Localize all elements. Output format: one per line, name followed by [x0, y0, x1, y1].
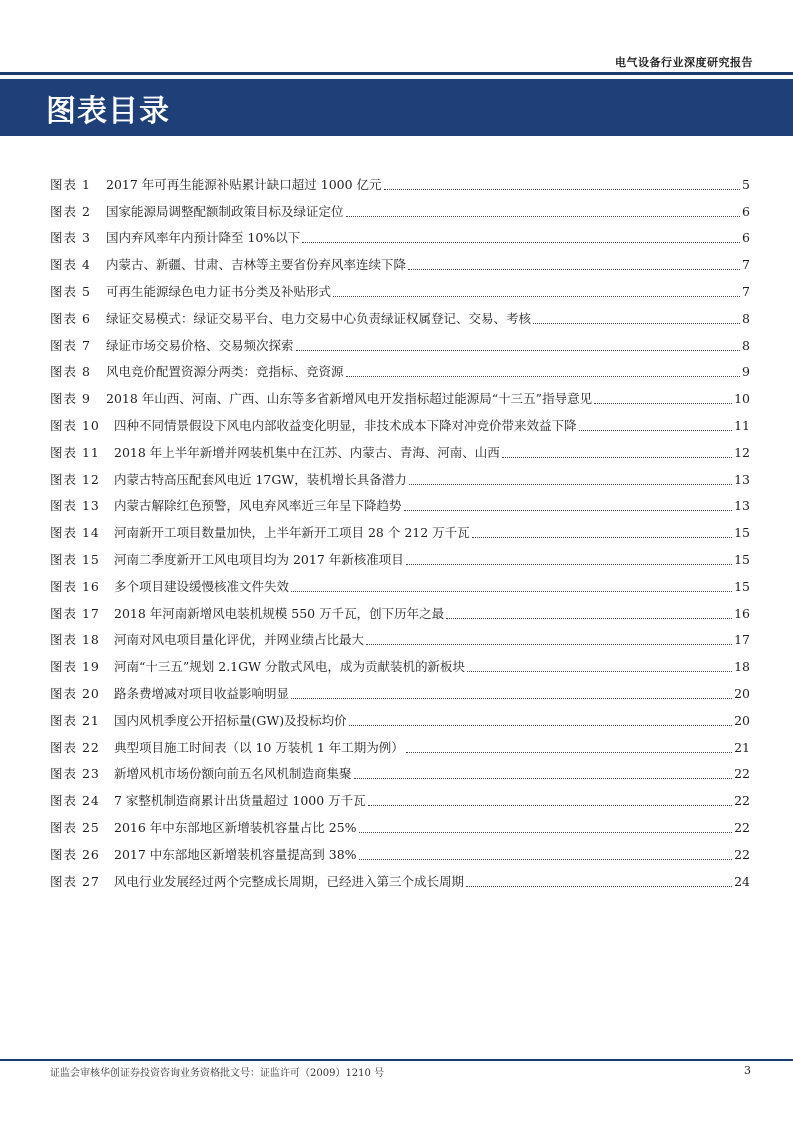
- toc-entry[interactable]: [50, 434, 750, 461]
- toc-entry-page: 12: [734, 444, 750, 460]
- toc-entry[interactable]: [50, 836, 750, 863]
- toc-entry[interactable]: [50, 863, 750, 890]
- toc-dot-leader: [406, 752, 732, 753]
- toc-entry-title: 国内风机季度公开招标量(GW)及投标均价: [114, 712, 347, 728]
- toc-dot-leader: [354, 778, 733, 779]
- toc-entry[interactable]: [50, 273, 750, 300]
- toc-dot-leader: [291, 698, 732, 699]
- toc-entry[interactable]: [50, 568, 750, 595]
- toc-entry-number: 图表 8: [50, 364, 91, 380]
- toc-entry-title: 可再生能源绿色电力证书分类及补贴形式: [106, 283, 332, 299]
- toc-entry-page: 13: [734, 498, 750, 514]
- header-rule: [0, 72, 793, 75]
- toc-entry-number: 图表 17: [50, 605, 100, 621]
- toc-entry-page: 24: [734, 873, 750, 889]
- toc-entry-number: 图表 18: [50, 632, 100, 648]
- toc-entry-page: 20: [734, 712, 750, 728]
- toc-entry-page: 10: [734, 391, 750, 407]
- toc-dot-leader: [502, 457, 732, 458]
- toc-entry[interactable]: [50, 407, 750, 434]
- toc-entry-number: 图表 4: [50, 257, 91, 273]
- toc-entry-title: 2016 年中东部地区新增装机容量占比 25%: [114, 819, 357, 835]
- toc-entry-page: 15: [734, 551, 750, 567]
- toc-entry-title: 7 家整机制造商累计出货量超过 1000 万千瓦: [114, 793, 366, 809]
- toc-entry-page: 6: [742, 203, 750, 219]
- toc-entry-title: 内蒙古解除红色预警，风电弃风率近三年呈下降趋势: [114, 498, 402, 514]
- toc-entry-title: 2017 年可再生能源补贴累计缺口超过 1000 亿元: [106, 176, 382, 192]
- toc-entry-page: 15: [734, 578, 750, 594]
- toc-entry-page: 6: [742, 230, 750, 246]
- toc-entry-page: 22: [734, 793, 750, 809]
- toc-entry[interactable]: [50, 514, 750, 541]
- toc-entry-title: 国内弃风率年内预计降至 10%以下: [106, 230, 301, 246]
- toc-entry-number: 图表 9: [50, 391, 91, 407]
- toc-dot-leader: [472, 537, 732, 538]
- toc-dot-leader: [302, 242, 740, 243]
- toc-dot-leader: [467, 671, 732, 672]
- toc-entry-number: 图表 2: [50, 203, 91, 219]
- toc-entry-number: 图表 12: [50, 471, 100, 487]
- toc-entry-page: 17: [734, 632, 750, 648]
- toc-entry[interactable]: [50, 193, 750, 220]
- toc-entry[interactable]: [50, 756, 750, 783]
- toc-entry-number: 图表 10: [50, 417, 100, 433]
- toc-entry-page: 7: [742, 257, 750, 273]
- toc-dot-leader: [368, 805, 732, 806]
- toc-entry-title: 多个项目建设缓慢核准文件失效: [114, 578, 290, 594]
- toc-dot-leader: [406, 564, 732, 565]
- toc-entry[interactable]: [50, 648, 750, 675]
- toc-dot-leader: [533, 323, 740, 324]
- toc-entry-title: 绿证交易模式：绿证交易平台、电力交易中心负责绿证权属登记、交易、考核: [106, 310, 532, 326]
- toc-dot-leader: [366, 644, 732, 645]
- toc-dot-leader: [349, 725, 733, 726]
- toc-entry-number: 图表 26: [50, 846, 100, 862]
- toc-entry-number: 图表 25: [50, 819, 100, 835]
- chart-index-list: [50, 166, 750, 890]
- toc-entry-number: 图表 3: [50, 230, 91, 246]
- toc-entry-page: 8: [742, 310, 750, 326]
- toc-dot-leader: [346, 376, 741, 377]
- toc-entry-title: 内蒙古、新疆、甘肃、吉林等主要省份弃风率连续下降: [106, 257, 407, 273]
- toc-entry[interactable]: [50, 220, 750, 247]
- toc-entry[interactable]: [50, 702, 750, 729]
- toc-dot-leader: [466, 886, 732, 887]
- toc-entry-page: 15: [734, 525, 750, 541]
- toc-entry-title: 风电竞价配置资源分两类：竞指标、竞资源: [106, 364, 344, 380]
- toc-entry-number: 图表 27: [50, 873, 100, 889]
- toc-entry-number: 图表 24: [50, 793, 100, 809]
- toc-dot-leader: [384, 189, 741, 190]
- toc-dot-leader: [409, 484, 732, 485]
- toc-dot-leader: [291, 591, 732, 592]
- toc-entry-page: 22: [734, 766, 750, 782]
- toc-entry[interactable]: [50, 729, 750, 756]
- toc-entry-title: 四种不同情景假设下风电内部收益变化明显，非技术成本下降对冲竞价带来效益下降: [114, 417, 577, 433]
- toc-entry-page: 18: [734, 659, 750, 675]
- toc-entry[interactable]: [50, 595, 750, 622]
- toc-entry-number: 图表 20: [50, 685, 100, 701]
- toc-entry-title: 风电行业发展经过两个完整成长周期，已经进入第三个成长周期: [114, 873, 465, 889]
- toc-entry-number: 图表 16: [50, 578, 100, 594]
- toc-entry[interactable]: [50, 675, 750, 702]
- toc-dot-leader: [296, 350, 741, 351]
- toc-entry-number: 图表 15: [50, 551, 100, 567]
- toc-entry[interactable]: [50, 488, 750, 515]
- toc-dot-leader: [359, 859, 733, 860]
- footer-rule: [0, 1059, 793, 1061]
- toc-entry[interactable]: [50, 622, 750, 649]
- toc-entry-title: 2018 年山西、河南、广西、山东等多省新增风电开发指标超过能源局“十三五”指导意见: [106, 391, 593, 407]
- toc-entry[interactable]: [50, 809, 750, 836]
- title-banner: [0, 79, 793, 136]
- report-header-title: 电气设备行业深度研究报告: [615, 56, 753, 69]
- toc-entry[interactable]: [50, 327, 750, 354]
- toc-entry-page: 21: [734, 739, 750, 755]
- toc-entry-title: 河南新开工项目数量加快，上半年新开工项目 28 个 212 万千瓦: [114, 525, 470, 541]
- toc-entry-title: 绿证市场交易价格、交易频次探索: [106, 337, 294, 353]
- toc-entry[interactable]: [50, 354, 750, 381]
- toc-dot-leader: [594, 403, 732, 404]
- toc-entry[interactable]: [50, 380, 750, 407]
- toc-entry[interactable]: [50, 300, 750, 327]
- toc-entry-number: 图表 7: [50, 337, 91, 353]
- toc-entry-number: 图表 21: [50, 712, 100, 728]
- toc-entry-title: 河南“十三五”规划 2.1GW 分散式风电，成为贡献装机的新板块: [114, 659, 465, 675]
- toc-entry[interactable]: [50, 782, 750, 809]
- page-number: 3: [744, 1064, 751, 1077]
- toc-entry-page: 7: [742, 283, 750, 299]
- toc-entry-title: 路条费增减对项目收益影响明显: [114, 685, 290, 701]
- toc-entry-number: 图表 14: [50, 525, 100, 541]
- toc-entry-number: 图表 22: [50, 739, 100, 755]
- toc-entry-number: 图表 1: [50, 176, 91, 192]
- toc-dot-leader: [333, 296, 740, 297]
- toc-entry-page: 8: [742, 337, 750, 353]
- toc-dot-leader: [408, 269, 740, 270]
- toc-entry-page: 22: [734, 819, 750, 835]
- toc-entry-number: 图表 23: [50, 766, 100, 782]
- toc-entry-page: 9: [742, 364, 750, 380]
- toc-entry-title: 2018 年上半年新增并网装机集中在江苏、内蒙古、青海、河南、山西: [114, 444, 500, 460]
- toc-entry[interactable]: [50, 246, 750, 273]
- toc-entry-page: 20: [734, 685, 750, 701]
- page-title: 图表目录: [46, 94, 170, 129]
- toc-dot-leader: [359, 832, 733, 833]
- toc-entry-number: 图表 11: [50, 444, 100, 460]
- toc-entry-number: 图表 19: [50, 659, 100, 675]
- toc-entry-page: 16: [734, 605, 750, 621]
- toc-entry-title: 2017 中东部地区新增装机容量提高到 38%: [114, 846, 357, 862]
- toc-entry-title: 内蒙古特高压配套风电近 17GW，装机增长具备潜力: [114, 471, 407, 487]
- toc-entry-title: 新增风机市场份额向前五名风机制造商集聚: [114, 766, 352, 782]
- toc-entry-number: 图表 6: [50, 310, 91, 326]
- toc-dot-leader: [446, 618, 732, 619]
- toc-entry-title: 2018 年河南新增风电装机规模 550 万千瓦，创下历年之最: [114, 605, 445, 621]
- toc-entry-page: 13: [734, 471, 750, 487]
- toc-entry-page: 11: [734, 417, 750, 433]
- toc-entry-title: 典型项目施工时间表（以 10 万装机 1 年工期为例）: [114, 739, 404, 755]
- toc-entry-number: 图表 5: [50, 283, 91, 299]
- toc-entry[interactable]: [50, 166, 750, 193]
- toc-entry-title: 河南对风电项目量化评优，并网业绩占比最大: [114, 632, 365, 648]
- toc-dot-leader: [579, 430, 733, 431]
- toc-entry-page: 22: [734, 846, 750, 862]
- toc-entry-title: 国家能源局调整配额制政策目标及绿证定位: [106, 203, 344, 219]
- footer-disclaimer: 证监会审核华创证券投资咨询业务资格批文号：证监许可（2009）1210 号: [50, 1068, 385, 1079]
- toc-entry[interactable]: [50, 541, 750, 568]
- toc-dot-leader: [346, 216, 741, 217]
- toc-entry-title: 河南二季度新开工风电项目均为 2017 年新核准项目: [114, 551, 404, 567]
- toc-entry[interactable]: [50, 461, 750, 488]
- toc-entry-number: 图表 13: [50, 498, 100, 514]
- toc-entry-page: 5: [742, 176, 750, 192]
- toc-dot-leader: [404, 510, 733, 511]
